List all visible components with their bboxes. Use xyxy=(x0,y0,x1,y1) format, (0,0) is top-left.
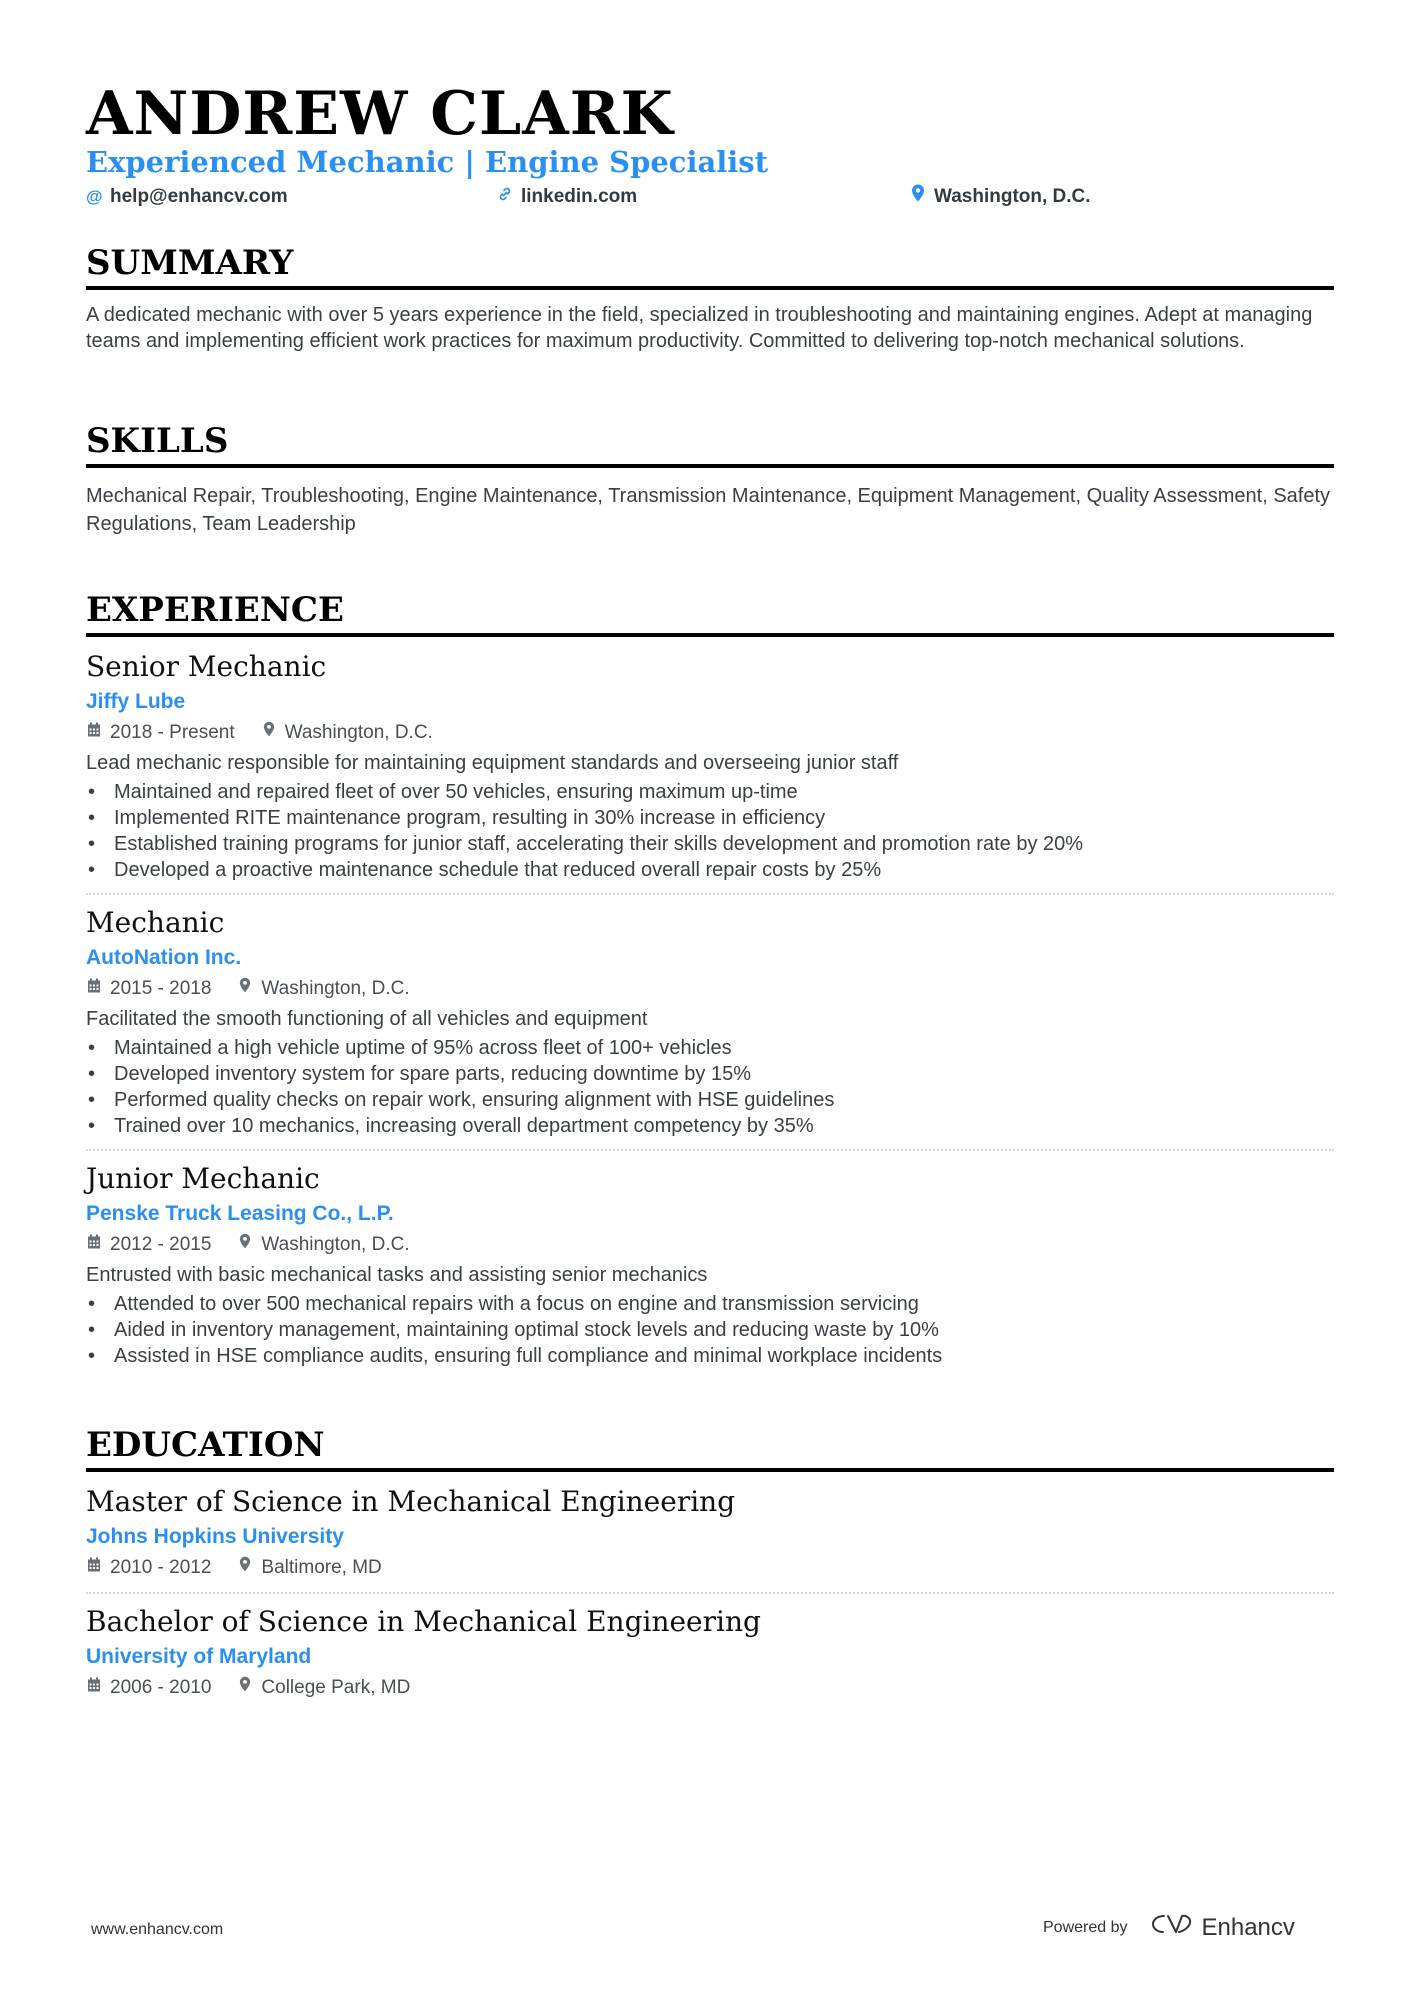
achievement-list xyxy=(86,1291,1334,1369)
school-name: Johns Hopkins University xyxy=(86,1525,344,1548)
company-name: Penske Truck Leasing Co., L.P. xyxy=(86,1202,394,1225)
education-dates: 2010 - 2012 xyxy=(110,1557,212,1578)
achievement-item: • Trained over 10 mechanics, increasing overall department competency by 35% xyxy=(86,1113,1334,1139)
degree-title: Bachelor of Science in Mechanical Engineering xyxy=(86,1605,761,1638)
achievement-item: • Aided in inventory management, maintaining optimal stock levels and reducing waste by 10% xyxy=(86,1317,1334,1343)
section-divider xyxy=(86,633,1334,637)
job-location: Washington, D.C. xyxy=(284,722,433,743)
job-description: Lead mechanic responsible for maintaining equipment standards and overseeing junior staff xyxy=(86,752,899,774)
footer-branding[interactable] xyxy=(1043,1912,1295,1943)
education-meta xyxy=(86,1674,1334,1702)
section-divider xyxy=(86,286,1334,290)
achievement-item: • Performed quality checks on repair work, ensuring alignment with HSE guidelines xyxy=(86,1087,1334,1113)
location-pin-icon xyxy=(910,184,926,210)
experience-entry xyxy=(86,649,1334,883)
education-location: College Park, MD xyxy=(261,1677,411,1698)
footer-website-link[interactable]: www.enhancv.com xyxy=(91,1921,224,1938)
job-description: Facilitated the smooth functioning of all vehicles and equipment xyxy=(86,1008,648,1030)
candidate-name: ANDREW CLARK xyxy=(86,79,674,149)
job-meta xyxy=(86,1231,1334,1259)
education-entry xyxy=(86,1604,1334,1702)
achievement-item: • Assisted in HSE compliance audits, ensuring full compliance and minimal workplace incidents xyxy=(86,1343,1334,1369)
education-entry xyxy=(86,1484,1334,1582)
achievement-item: • Attended to over 500 mechanical repairs with a focus on engine and transmission servicing xyxy=(86,1291,1334,1317)
achievement-list xyxy=(86,1035,1334,1139)
degree-title: Master of Science in Mechanical Engineering xyxy=(86,1485,736,1518)
location-pin-icon xyxy=(261,719,277,747)
link-icon xyxy=(497,184,513,210)
location-pin-icon xyxy=(237,975,253,1003)
location-text: Washington, D.C. xyxy=(934,186,1091,207)
calendar-icon xyxy=(86,1674,102,1702)
section-divider xyxy=(86,1468,1334,1472)
section-divider xyxy=(86,464,1334,468)
achievement-list xyxy=(86,779,1334,883)
school-name: University of Maryland xyxy=(86,1645,312,1668)
job-location: Washington, D.C. xyxy=(261,978,410,999)
summary-heading: SUMMARY xyxy=(86,243,294,283)
company-name: AutoNation Inc. xyxy=(86,946,242,969)
skills-text: Mechanical Repair, Troubleshooting, Engine Maintenance, Transmission Maintenance, Equipment Management, Quality Assessment, Safety Regulations, Team Leadership xyxy=(86,485,1331,535)
summary-section xyxy=(86,242,1334,354)
job-description: Entrusted with basic mechanical tasks and assisting senior mechanics xyxy=(86,1264,708,1286)
company-name: Jiffy Lube xyxy=(86,690,186,713)
achievement-item: • Maintained a high vehicle uptime of 95% across fleet of 100+ vehicles xyxy=(86,1035,1334,1061)
entry-divider xyxy=(86,1592,1334,1594)
achievement-item: • Maintained and repaired fleet of over 50 vehicles, ensuring maximum up-time xyxy=(86,779,1334,805)
education-dates: 2006 - 2010 xyxy=(110,1677,212,1698)
location-pin-icon xyxy=(237,1554,253,1582)
education-meta xyxy=(86,1554,1334,1582)
contact-linkedin[interactable] xyxy=(497,184,637,210)
education-section xyxy=(86,1424,1334,1702)
entry-divider xyxy=(86,1149,1334,1151)
location-pin-icon xyxy=(237,1231,253,1259)
enhancv-logo xyxy=(1150,1912,1295,1943)
enhancv-logo-icon xyxy=(1150,1912,1194,1943)
contact-bar xyxy=(86,184,1334,210)
job-dates: 2015 - 2018 xyxy=(110,978,212,999)
job-meta xyxy=(86,975,1334,1003)
calendar-icon xyxy=(86,719,102,747)
education-location: Baltimore, MD xyxy=(261,1557,382,1578)
candidate-title: Experienced Mechanic | Engine Specialist xyxy=(86,145,769,179)
achievement-item: • Developed a proactive maintenance schedule that reduced overall repair costs by 25% xyxy=(86,857,1334,883)
email-text: help@enhancv.com xyxy=(110,186,288,207)
at-icon: @ xyxy=(86,187,103,206)
calendar-icon xyxy=(86,1231,102,1259)
job-dates: 2018 - Present xyxy=(110,722,235,743)
calendar-icon xyxy=(86,975,102,1003)
summary-text: A dedicated mechanic with over 5 years experience in the field, specialized in troubleshooting and maintaining engines. Adept at managing teams and implementing efficient work practices for maximum productivity. Committed to delivering top-notch mechanical solutions. xyxy=(86,304,1313,352)
job-meta xyxy=(86,719,1334,747)
experience-section xyxy=(86,589,1334,1369)
contact-location xyxy=(910,184,1091,210)
experience-entry xyxy=(86,905,1334,1139)
job-title: Senior Mechanic xyxy=(86,650,327,683)
linkedin-text: linkedin.com xyxy=(521,186,638,207)
contact-email[interactable] xyxy=(86,184,288,210)
achievement-item: • Developed inventory system for spare parts, reducing downtime by 15% xyxy=(86,1061,1334,1087)
achievement-item: • Established training programs for junior staff, accelerating their skills development and promotion rate by 20% xyxy=(86,831,1334,857)
experience-heading: EXPERIENCE xyxy=(86,590,344,630)
entry-divider xyxy=(86,893,1334,895)
job-dates: 2012 - 2015 xyxy=(110,1234,212,1255)
powered-by-label: Powered by xyxy=(1043,1918,1128,1936)
skills-section xyxy=(86,420,1334,538)
experience-entry xyxy=(86,1161,1334,1369)
brand-name: Enhancv xyxy=(1201,1913,1295,1941)
achievement-item: • Implemented RITE maintenance program, resulting in 30% increase in efficiency xyxy=(86,805,1334,831)
location-pin-icon xyxy=(237,1674,253,1702)
job-title: Junior Mechanic xyxy=(86,1162,320,1195)
skills-heading: SKILLS xyxy=(86,421,229,461)
education-heading: EDUCATION xyxy=(86,1425,325,1465)
calendar-icon xyxy=(86,1554,102,1582)
job-location: Washington, D.C. xyxy=(261,1234,410,1255)
job-title: Mechanic xyxy=(86,906,225,939)
